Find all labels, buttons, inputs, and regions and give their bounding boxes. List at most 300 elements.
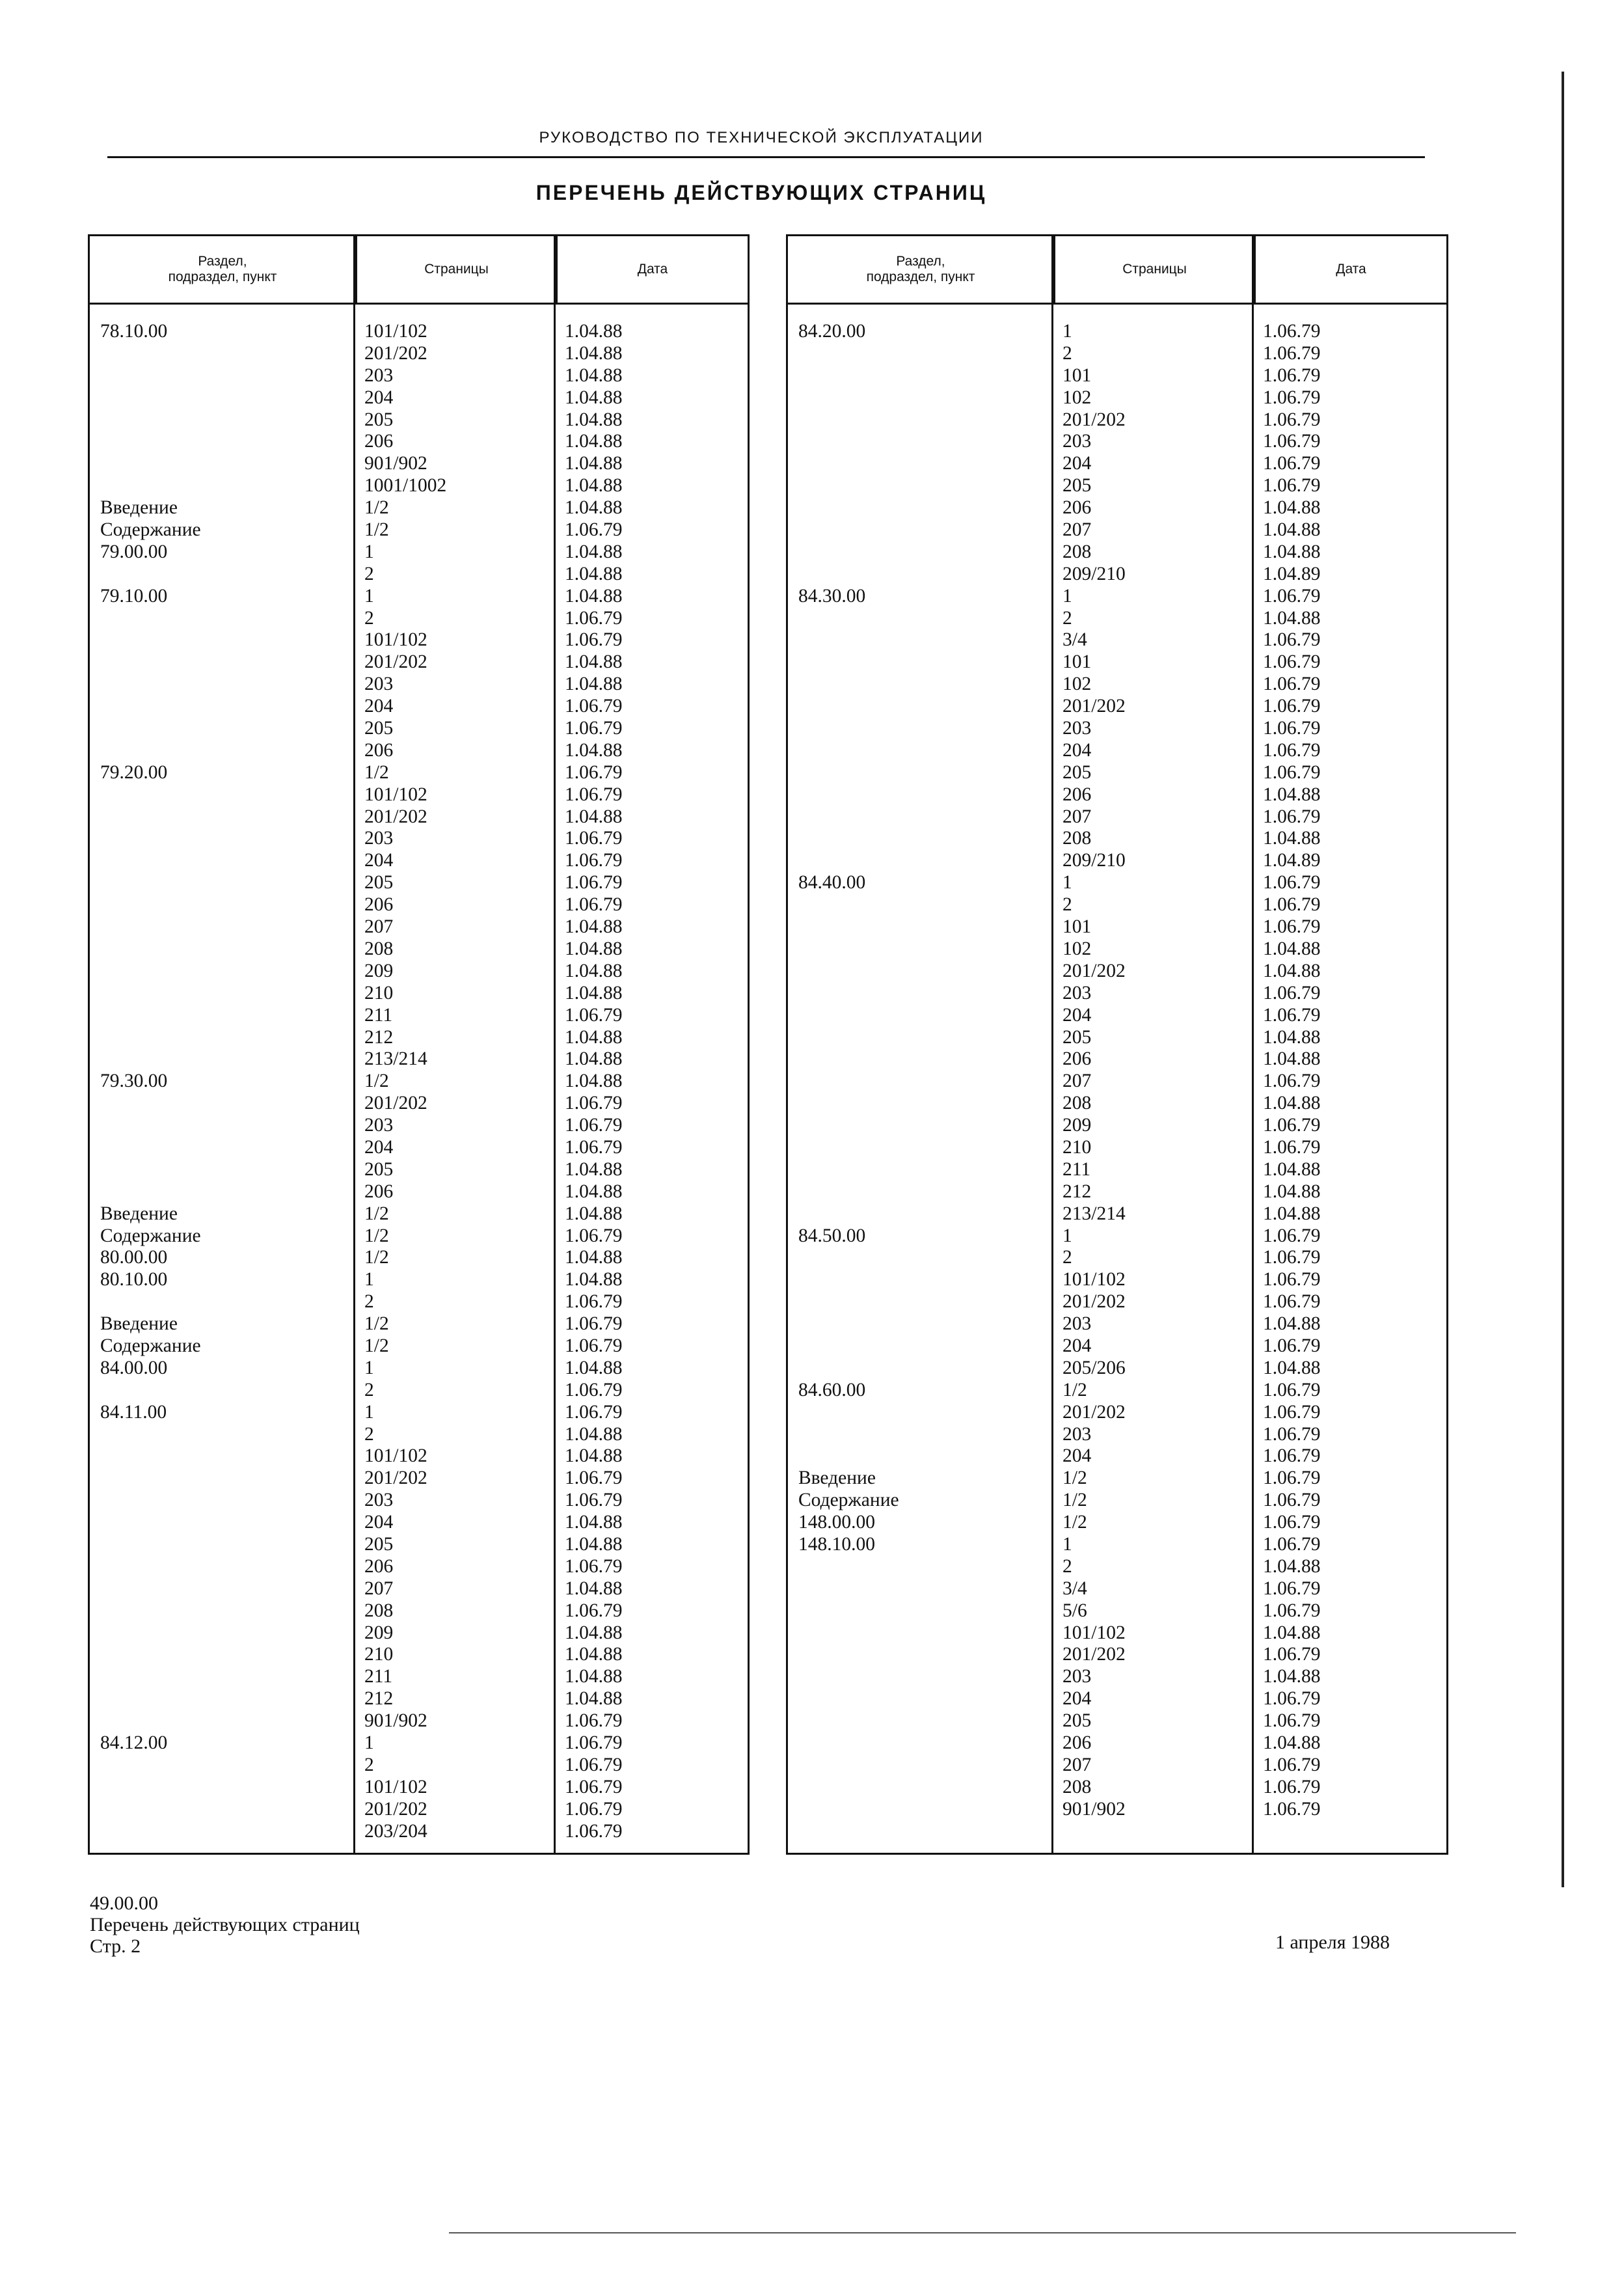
cell-section: 84.60.00 xyxy=(798,1379,866,1400)
cell-date: 1.04.88 xyxy=(1263,541,1321,562)
table-row xyxy=(90,784,748,806)
table-row xyxy=(90,1534,748,1556)
cell-pages: 207 xyxy=(1062,519,1092,541)
cell-date: 1.06.79 xyxy=(1263,1688,1321,1710)
cell-section: Содержание xyxy=(100,1225,201,1246)
table-row xyxy=(788,872,1446,894)
table-row xyxy=(788,718,1446,740)
table-row xyxy=(788,1005,1446,1027)
cell-date: 1.06.79 xyxy=(565,1313,623,1335)
cell-date: 1.04.88 xyxy=(565,739,623,761)
cell-pages: 2 xyxy=(364,607,374,629)
cell-pages: 1 xyxy=(1062,1533,1072,1555)
cell-date: 1.06.79 xyxy=(1263,872,1321,894)
cell-pages: 212 xyxy=(364,1026,394,1048)
cell-date: 1.04.88 xyxy=(565,1622,623,1643)
cell-date: 1.04.88 xyxy=(565,1071,623,1092)
table-row xyxy=(90,806,748,828)
table-row xyxy=(90,1402,748,1424)
table-row xyxy=(90,1071,748,1093)
cell-pages: 201/202 xyxy=(364,1798,427,1820)
table-row xyxy=(90,740,748,762)
cell-date: 1.04.88 xyxy=(1263,497,1321,519)
cell-pages: 1 xyxy=(364,1357,374,1378)
cell-date: 1.06.79 xyxy=(1263,475,1321,497)
table-row xyxy=(90,1048,748,1071)
table-row xyxy=(90,1622,748,1645)
table-row xyxy=(90,1335,748,1358)
cell-pages: 205 xyxy=(1062,761,1092,783)
cell-section: 80.10.00 xyxy=(100,1269,168,1290)
table-row xyxy=(90,1313,748,1335)
table-row xyxy=(90,674,748,696)
cell-date: 1.06.79 xyxy=(565,1401,623,1423)
cell-pages: 204 xyxy=(1062,453,1092,474)
cell-date: 1.06.79 xyxy=(1263,1004,1321,1026)
cell-pages: 206 xyxy=(364,739,394,761)
cell-date: 1.06.79 xyxy=(1263,1335,1321,1356)
cell-pages: 2 xyxy=(1062,1555,1072,1577)
cell-section: 84.40.00 xyxy=(798,872,866,894)
cell-date: 1.04.88 xyxy=(565,342,623,364)
table-row xyxy=(788,1600,1446,1622)
table-row xyxy=(788,453,1446,475)
table-row xyxy=(788,1688,1446,1710)
cell-date: 1.04.88 xyxy=(565,674,623,695)
cell-pages: 1 xyxy=(364,541,374,562)
cell-date: 1.06.79 xyxy=(565,1291,623,1313)
cell-date: 1.06.79 xyxy=(1263,1136,1321,1158)
cell-date: 1.04.88 xyxy=(565,1533,623,1555)
cell-date: 1.04.88 xyxy=(565,1357,623,1378)
cell-date: 1.04.88 xyxy=(1263,1158,1321,1180)
cell-pages: 101/102 xyxy=(1062,1622,1126,1643)
cell-pages: 208 xyxy=(1062,828,1092,849)
table-row xyxy=(788,1777,1446,1799)
cell-date: 1.06.79 xyxy=(1263,894,1321,916)
cell-pages: 203 xyxy=(1062,431,1092,452)
cell-date: 1.06.79 xyxy=(1263,674,1321,695)
table-header xyxy=(90,236,748,305)
cell-pages: 201/202 xyxy=(1062,1644,1126,1665)
cell-pages: 101 xyxy=(1062,916,1092,938)
column-header-pages-label: Страницы xyxy=(424,262,489,277)
table-body xyxy=(788,321,1446,1821)
cell-date: 1.04.88 xyxy=(565,431,623,452)
table-row xyxy=(90,1688,748,1710)
cell-date: 1.04.88 xyxy=(565,1203,623,1224)
cell-pages: 203 xyxy=(1062,718,1092,739)
cell-pages: 205 xyxy=(364,409,394,430)
cell-date: 1.04.88 xyxy=(565,1158,623,1180)
table-row xyxy=(788,674,1446,696)
table-row xyxy=(788,850,1446,872)
cell-date: 1.04.88 xyxy=(565,387,623,408)
cell-date: 1.04.88 xyxy=(565,1644,623,1665)
header-divider xyxy=(107,156,1425,158)
cell-pages: 5/6 xyxy=(1062,1600,1087,1621)
scan-edge-line xyxy=(449,2232,1516,2233)
cell-pages: 1 xyxy=(1062,585,1072,607)
cell-date: 1.06.79 xyxy=(1263,1512,1321,1533)
cell-date: 1.06.79 xyxy=(565,1335,623,1356)
table-row xyxy=(788,1203,1446,1225)
table-row xyxy=(788,497,1446,519)
cell-date: 1.06.79 xyxy=(1263,982,1321,1004)
table-row xyxy=(788,1225,1446,1248)
cell-date: 1.04.88 xyxy=(1263,1555,1321,1577)
table-row xyxy=(90,629,748,651)
cell-date: 1.06.79 xyxy=(1263,1798,1321,1820)
cell-date: 1.04.88 xyxy=(565,364,623,386)
table-row xyxy=(788,1578,1446,1600)
cell-pages: 101/102 xyxy=(364,1776,427,1797)
cell-date: 1.04.88 xyxy=(565,585,623,607)
cell-section: 148.00.00 xyxy=(798,1512,875,1533)
cell-date: 1.06.79 xyxy=(565,1004,623,1026)
cell-date: 1.06.79 xyxy=(565,718,623,739)
table-row xyxy=(90,1203,748,1225)
table-row xyxy=(788,541,1446,564)
cell-date: 1.06.79 xyxy=(1263,321,1321,342)
cell-date: 1.06.79 xyxy=(1263,1776,1321,1797)
cell-pages: 204 xyxy=(364,696,394,717)
cell-date: 1.06.79 xyxy=(1263,1710,1321,1732)
cell-pages: 1/2 xyxy=(364,1203,389,1224)
table-row xyxy=(90,1732,748,1755)
cell-pages: 201/202 xyxy=(364,1093,427,1114)
cell-pages: 210 xyxy=(364,1644,394,1665)
cell-pages: 203 xyxy=(364,828,394,849)
cell-pages: 203 xyxy=(364,1115,394,1136)
cell-date: 1.04.88 xyxy=(565,1512,623,1533)
cell-date: 1.04.88 xyxy=(565,321,623,342)
table-row xyxy=(788,1380,1446,1402)
cell-date: 1.06.79 xyxy=(1263,453,1321,474)
cell-date: 1.06.79 xyxy=(565,784,623,805)
table-row xyxy=(90,762,748,784)
cell-date: 1.06.79 xyxy=(1263,1269,1321,1290)
cell-date: 1.06.79 xyxy=(565,1379,623,1400)
table-row xyxy=(90,1159,748,1181)
cell-section: Введение xyxy=(100,497,178,519)
cell-section: 79.10.00 xyxy=(100,585,168,607)
cell-section: Содержание xyxy=(100,1335,201,1356)
cell-pages: 201/202 xyxy=(1062,960,1126,981)
cell-pages: 205 xyxy=(1062,475,1092,497)
cell-date: 1.06.79 xyxy=(565,1490,623,1511)
cell-date: 1.06.79 xyxy=(565,696,623,717)
table-row xyxy=(788,608,1446,630)
column-header-pages xyxy=(1053,236,1254,303)
table-row xyxy=(90,497,748,519)
cell-date: 1.06.79 xyxy=(1263,1071,1321,1092)
cell-pages: 204 xyxy=(364,1136,394,1158)
cell-date: 1.06.79 xyxy=(565,828,623,849)
cell-pages: 2 xyxy=(364,1291,374,1313)
cell-pages: 212 xyxy=(1062,1181,1092,1202)
table-row xyxy=(788,1115,1446,1137)
cell-date: 1.04.88 xyxy=(565,806,623,827)
table-row xyxy=(788,983,1446,1005)
table-row xyxy=(788,762,1446,784)
table-row xyxy=(90,961,748,983)
column-header-date xyxy=(1254,236,1446,303)
table-row xyxy=(788,321,1446,343)
cell-pages: 201/202 xyxy=(1062,1401,1126,1423)
cell-pages: 213/214 xyxy=(364,1048,427,1070)
cell-section: Содержание xyxy=(798,1490,899,1511)
cell-pages: 1/2 xyxy=(1062,1490,1087,1511)
cell-date: 1.04.88 xyxy=(565,1026,623,1048)
footer-doc-name: Перечень действующих страниц xyxy=(90,1914,360,1935)
table-row xyxy=(90,916,748,938)
table-row xyxy=(788,343,1446,365)
cell-section: Содержание xyxy=(100,519,201,541)
cell-pages: 1001/1002 xyxy=(364,475,447,497)
table-row xyxy=(90,1666,748,1688)
cell-pages: 2 xyxy=(1062,1247,1072,1268)
table-row xyxy=(90,872,748,894)
cell-date: 1.04.88 xyxy=(1263,1666,1321,1687)
cell-pages: 101/102 xyxy=(1062,1269,1126,1290)
cell-section: Введение xyxy=(100,1313,178,1335)
cell-date: 1.04.88 xyxy=(1263,607,1321,629)
cell-pages: 208 xyxy=(1062,1776,1092,1797)
cell-pages: 205 xyxy=(1062,1026,1092,1048)
table-row xyxy=(788,1556,1446,1578)
cell-pages: 213/214 xyxy=(1062,1203,1126,1224)
cell-date: 1.06.79 xyxy=(565,629,623,651)
cell-date: 1.04.88 xyxy=(565,938,623,959)
cell-date: 1.06.79 xyxy=(1263,718,1321,739)
cell-date: 1.06.79 xyxy=(565,1798,623,1820)
right-pages-table xyxy=(786,234,1448,1855)
cell-date: 1.06.79 xyxy=(1263,916,1321,938)
column-header-section xyxy=(90,236,355,303)
cell-date: 1.06.79 xyxy=(565,1555,623,1577)
cell-pages: 208 xyxy=(1062,541,1092,562)
cell-date: 1.04.88 xyxy=(565,475,623,497)
cell-section: 84.00.00 xyxy=(100,1357,168,1378)
table-row xyxy=(90,1181,748,1203)
cell-pages: 211 xyxy=(1062,1158,1091,1180)
cell-pages: 901/902 xyxy=(1062,1798,1126,1820)
column-header-section xyxy=(788,236,1053,303)
cell-pages: 1/2 xyxy=(364,1225,389,1246)
table-row xyxy=(788,938,1446,961)
cell-date: 1.06.79 xyxy=(1263,651,1321,673)
table-row xyxy=(90,1358,748,1380)
cell-pages: 1/2 xyxy=(364,1247,389,1268)
cell-date: 1.04.88 xyxy=(1263,1203,1321,1224)
cell-date: 1.06.79 xyxy=(1263,585,1321,607)
table-row xyxy=(788,1159,1446,1181)
table-row xyxy=(90,453,748,475)
cell-pages: 205 xyxy=(364,872,394,894)
cell-pages: 207 xyxy=(364,916,394,938)
cell-date: 1.06.79 xyxy=(565,850,623,871)
footer-date: 1 апреля 1988 xyxy=(1275,1932,1390,1953)
cell-date: 1.04.88 xyxy=(565,1688,623,1710)
cell-pages: 201/202 xyxy=(364,342,427,364)
cell-pages: 201/202 xyxy=(1062,409,1126,430)
cell-date: 1.06.79 xyxy=(1263,431,1321,452)
table-row xyxy=(788,1732,1446,1755)
table-row xyxy=(90,1777,748,1799)
table-row xyxy=(788,1358,1446,1380)
cell-pages: 206 xyxy=(364,894,394,916)
cell-pages: 203 xyxy=(1062,1313,1092,1335)
cell-pages: 1 xyxy=(364,585,374,607)
table-row xyxy=(788,1093,1446,1115)
column-header-section-label: Раздел, подраздел, пункт xyxy=(866,254,975,284)
table-row xyxy=(788,1269,1446,1291)
table-row xyxy=(788,1644,1446,1666)
cell-date: 1.06.79 xyxy=(1263,629,1321,651)
cell-pages: 204 xyxy=(1062,1335,1092,1356)
table-row xyxy=(90,321,748,343)
cell-date: 1.06.79 xyxy=(1263,1468,1321,1489)
cell-pages: 205 xyxy=(364,1533,394,1555)
table-row xyxy=(788,1181,1446,1203)
cell-date: 1.06.79 xyxy=(1263,1291,1321,1313)
table-row xyxy=(788,387,1446,409)
cell-date: 1.04.88 xyxy=(565,1666,623,1687)
cell-date: 1.04.88 xyxy=(565,497,623,519)
cell-date: 1.04.89 xyxy=(1263,850,1321,871)
table-row xyxy=(788,696,1446,718)
cell-pages: 1 xyxy=(1062,872,1072,894)
table-row xyxy=(788,475,1446,497)
cell-pages: 212 xyxy=(364,1688,394,1710)
column-header-date-label: Дата xyxy=(637,262,668,277)
cell-section: 78.10.00 xyxy=(100,321,168,342)
table-row xyxy=(788,1335,1446,1358)
cell-pages: 210 xyxy=(364,982,394,1004)
cell-pages: 2 xyxy=(364,1423,374,1445)
table-row xyxy=(788,1755,1446,1777)
cell-date: 1.06.79 xyxy=(1263,342,1321,364)
table-row xyxy=(788,1666,1446,1688)
cell-pages: 201/202 xyxy=(1062,1291,1126,1313)
cell-date: 1.04.88 xyxy=(565,1423,623,1445)
table-row xyxy=(90,409,748,431)
table-row xyxy=(788,629,1446,651)
cell-pages: 204 xyxy=(364,850,394,871)
cell-date: 1.04.88 xyxy=(1263,1357,1321,1378)
cell-pages: 2 xyxy=(364,563,374,584)
cell-date: 1.04.88 xyxy=(1263,1026,1321,1048)
cell-date: 1.04.88 xyxy=(565,916,623,938)
cell-pages: 1/2 xyxy=(1062,1379,1087,1400)
cell-date: 1.06.79 xyxy=(1263,1600,1321,1621)
footer-page-number: Стр. 2 xyxy=(90,1935,141,1957)
cell-pages: 210 xyxy=(1062,1136,1092,1158)
cell-pages: 1 xyxy=(1062,321,1072,342)
cell-pages: 101/102 xyxy=(364,1445,427,1467)
table-row xyxy=(90,1490,748,1512)
table-row xyxy=(90,1005,748,1027)
table-row xyxy=(90,1115,748,1137)
table-row xyxy=(90,983,748,1005)
table-row xyxy=(90,1380,748,1402)
cell-pages: 204 xyxy=(1062,1445,1092,1467)
cell-section: 84.30.00 xyxy=(798,585,866,607)
cell-pages: 2 xyxy=(364,1754,374,1775)
cell-date: 1.04.88 xyxy=(1263,960,1321,981)
cell-date: 1.06.79 xyxy=(1263,1401,1321,1423)
cell-date: 1.04.88 xyxy=(565,1247,623,1268)
cell-date: 1.06.79 xyxy=(1263,1577,1321,1599)
cell-pages: 1/2 xyxy=(364,1071,389,1092)
table-row xyxy=(788,1071,1446,1093)
cell-pages: 204 xyxy=(1062,1004,1092,1026)
cell-pages: 1 xyxy=(364,1269,374,1290)
cell-date: 1.06.79 xyxy=(565,761,623,783)
cell-date: 1.06.79 xyxy=(1263,761,1321,783)
table-row xyxy=(788,1490,1446,1512)
cell-date: 1.06.79 xyxy=(1263,806,1321,827)
cell-date: 1.06.79 xyxy=(1263,1490,1321,1511)
column-header-pages-label: Страницы xyxy=(1122,262,1187,277)
cell-date: 1.04.88 xyxy=(565,982,623,1004)
cell-date: 1.06.79 xyxy=(1263,1445,1321,1467)
table-row xyxy=(90,1644,748,1666)
table-row xyxy=(788,1622,1446,1645)
cell-pages: 209 xyxy=(364,960,394,981)
cell-pages: 208 xyxy=(1062,1093,1092,1114)
cell-section: 84.11.00 xyxy=(100,1401,167,1423)
column-header-pages xyxy=(355,236,556,303)
cell-date: 1.04.88 xyxy=(565,651,623,673)
cell-date: 1.04.88 xyxy=(565,1269,623,1290)
cell-pages: 102 xyxy=(1062,938,1092,959)
cell-pages: 205/206 xyxy=(1062,1357,1126,1378)
table-row xyxy=(90,365,748,387)
cell-date: 1.04.88 xyxy=(1263,519,1321,541)
cell-date: 1.04.88 xyxy=(1263,1048,1321,1070)
cell-date: 1.04.88 xyxy=(565,1048,623,1070)
table-row xyxy=(90,564,748,586)
cell-date: 1.06.79 xyxy=(1263,1754,1321,1775)
cell-pages: 205 xyxy=(1062,1710,1092,1732)
cell-pages: 205 xyxy=(364,1158,394,1180)
cell-pages: 101 xyxy=(1062,651,1092,673)
cell-section: 84.12.00 xyxy=(100,1732,168,1753)
cell-pages: 204 xyxy=(1062,739,1092,761)
table-row xyxy=(788,894,1446,916)
table-row xyxy=(90,1137,748,1159)
table-row xyxy=(788,651,1446,674)
table-row xyxy=(90,608,748,630)
table-row xyxy=(90,586,748,608)
table-row xyxy=(90,1027,748,1049)
cell-date: 1.06.79 xyxy=(565,1136,623,1158)
cell-date: 1.04.88 xyxy=(565,409,623,430)
cell-date: 1.06.79 xyxy=(565,872,623,894)
cell-date: 1.06.79 xyxy=(1263,387,1321,408)
cell-pages: 205 xyxy=(364,718,394,739)
cell-pages: 101/102 xyxy=(364,321,427,342)
cell-date: 1.04.88 xyxy=(1263,784,1321,805)
cell-pages: 3/4 xyxy=(1062,1577,1087,1599)
cell-pages: 2 xyxy=(1062,607,1072,629)
cell-pages: 203 xyxy=(1062,1666,1092,1687)
cell-section: 79.20.00 xyxy=(100,761,168,783)
cell-date: 1.04.88 xyxy=(1263,1313,1321,1335)
table-row xyxy=(788,961,1446,983)
